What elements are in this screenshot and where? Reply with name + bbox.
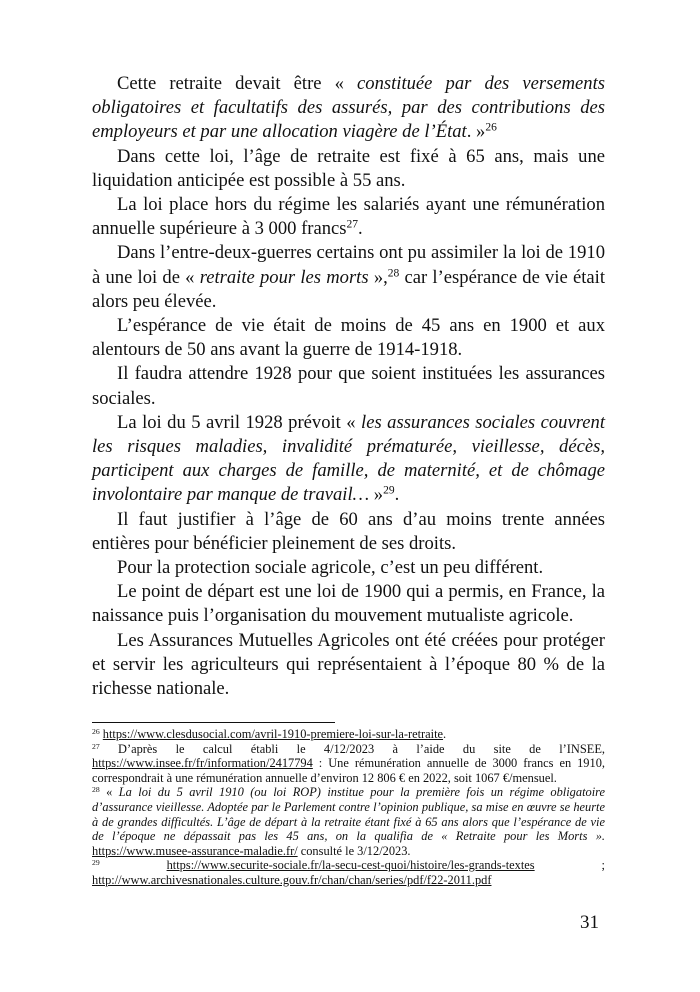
footnote-ref: 26 — [485, 122, 497, 135]
page-number: 31 — [580, 912, 599, 933]
text-run: . — [394, 484, 400, 506]
paragraph — [92, 193, 605, 241]
paragraph — [92, 556, 605, 580]
paragraph — [92, 241, 605, 314]
text-run: Il faudra attendre 1928 pour que soient instituées les assurances sociales. — [92, 363, 605, 409]
footnote-ref: 27 — [346, 218, 359, 231]
text-run: . » — [466, 121, 486, 143]
italic-quote: les assurances sociales couvrent les risques maladies, invalidité prématurée, vieillesse, décès, participent aux charges de famille, de maternité, et de chômage involontaire par manque de travail… — [92, 411, 605, 506]
footnote-ref: 29 — [383, 485, 395, 498]
text-run: La loi du 5 avril 1928 prévoit « — [117, 411, 362, 433]
text-run: », — [368, 266, 388, 288]
paragraph — [92, 411, 605, 508]
url-link[interactable]: https://www.clesdusocial.com/avril-1910-premiere-loi-sur-la-retraite — [102, 727, 444, 741]
italic-quote: La loi du 5 avril 1910 (ou loi ROP) institue pour la première fois un régime obligatoire d’assurance vieillesse. Adoptée par le Parlement contre l’opinion publique, sa mise en œuvre se heurte à de grandes difficultés. L’âge de départ à la retraite étant fixé à 65 ans alors que l’espérance de vie de l’époque ne dépassait pas les 45 ans, on la qualifia de « Retraite pour les Morts ». — [92, 785, 606, 844]
italic-quote: retraite pour les morts — [199, 266, 369, 288]
text-run: Pour la protection sociale agricole, c’est un peu différent. — [117, 557, 544, 579]
body-text — [92, 72, 605, 701]
text-run: Dans cette loi, l’âge de retraite est fixé à 65 ans, mais une liquidation anticipée est possible à 55 ans. — [92, 145, 605, 191]
text-run: Dans l’entre-deux-guerres certains ont pu assimiler la loi de 1910 à une loi de « — [92, 242, 605, 288]
url-link[interactable]: https://www.musee-assurance-maladie.fr/ — [92, 843, 298, 858]
paragraph — [92, 508, 605, 556]
footnote-separator — [92, 722, 335, 723]
footnotes — [92, 727, 605, 888]
url-link[interactable]: http://www.archivesnationales.culture.gouv.fr/chan/chan/series/pdf/f22-2011.pdf — [92, 872, 492, 887]
text-run: L’espérance de vie était de moins de 45 ans en 1900 et aux alentours de 50 ans avant la guerre de 1914-1918. — [92, 315, 605, 361]
paragraph — [92, 362, 605, 410]
footnote-ref: 27 — [92, 741, 100, 751]
footnote-ref: 26 — [92, 726, 100, 736]
footnote-ref: 28 — [92, 785, 100, 795]
text-run — [100, 858, 167, 872]
footnote-ref: 29 — [92, 858, 100, 868]
footnote — [92, 742, 605, 786]
paragraph — [92, 629, 605, 702]
text-run: Le point de départ est une loi de 1900 qui a permis, en France, la naissance puis l’organisation du mouvement mutualiste agricole. — [92, 581, 605, 627]
text-run: « — [99, 785, 119, 800]
text-run: Il faut justifier à l’âge de 60 ans d’au moins trente années entières pour bénéficier pleinement de ses droits. — [92, 508, 605, 554]
footnote — [92, 858, 605, 887]
italic-quote: constituée par des versements obligatoires et facultatifs des assurés, par des contributions des employeurs et par une allocation viagère de l’État — [92, 73, 605, 143]
text-run: car l’espérance de vie était alors peu élevée. — [92, 266, 606, 312]
paragraph — [92, 580, 605, 628]
text-run: Cette retraite devait être « — [117, 73, 358, 94]
text-run: Les Assurances Mutuelles Agricoles ont été créées pour protéger et servir les agriculteurs qui représentaient à l’époque 80 % de la richesse nationale. — [92, 629, 605, 700]
text-run: . — [358, 218, 363, 240]
paragraph — [92, 145, 605, 193]
paragraph — [92, 314, 605, 362]
text-run: : Une rémunération annuelle de 3000 francs en 1910, correspondrait à une rémunération annuelle d’environ 12 806 € en 2022, soit 1067 €/mensuel. — [92, 756, 605, 785]
url-link[interactable]: https://www.insee.fr/fr/information/2417794 — [92, 756, 313, 771]
footnote-ref: 28 — [387, 267, 400, 280]
url-link[interactable]: https://www.securite-sociale.fr/la-secu-cest-quoi/histoire/les-grands-textes — [166, 858, 535, 873]
text-run: ; — [534, 858, 605, 873]
footnote — [92, 727, 605, 742]
text-run: D’après le calcul établi le 4/12/2023 à l’aide du site de l’INSEE, — [99, 741, 605, 756]
footnote — [92, 785, 605, 858]
text-run: » — [369, 484, 384, 506]
text-run: La loi place hors du régime les salariés ayant une rémunération annuelle supérieure à 3 000 francs — [92, 194, 605, 240]
text-run: consulté le 3/12/2023. — [297, 843, 411, 858]
paragraph — [92, 72, 605, 145]
text-run: . — [443, 727, 447, 741]
